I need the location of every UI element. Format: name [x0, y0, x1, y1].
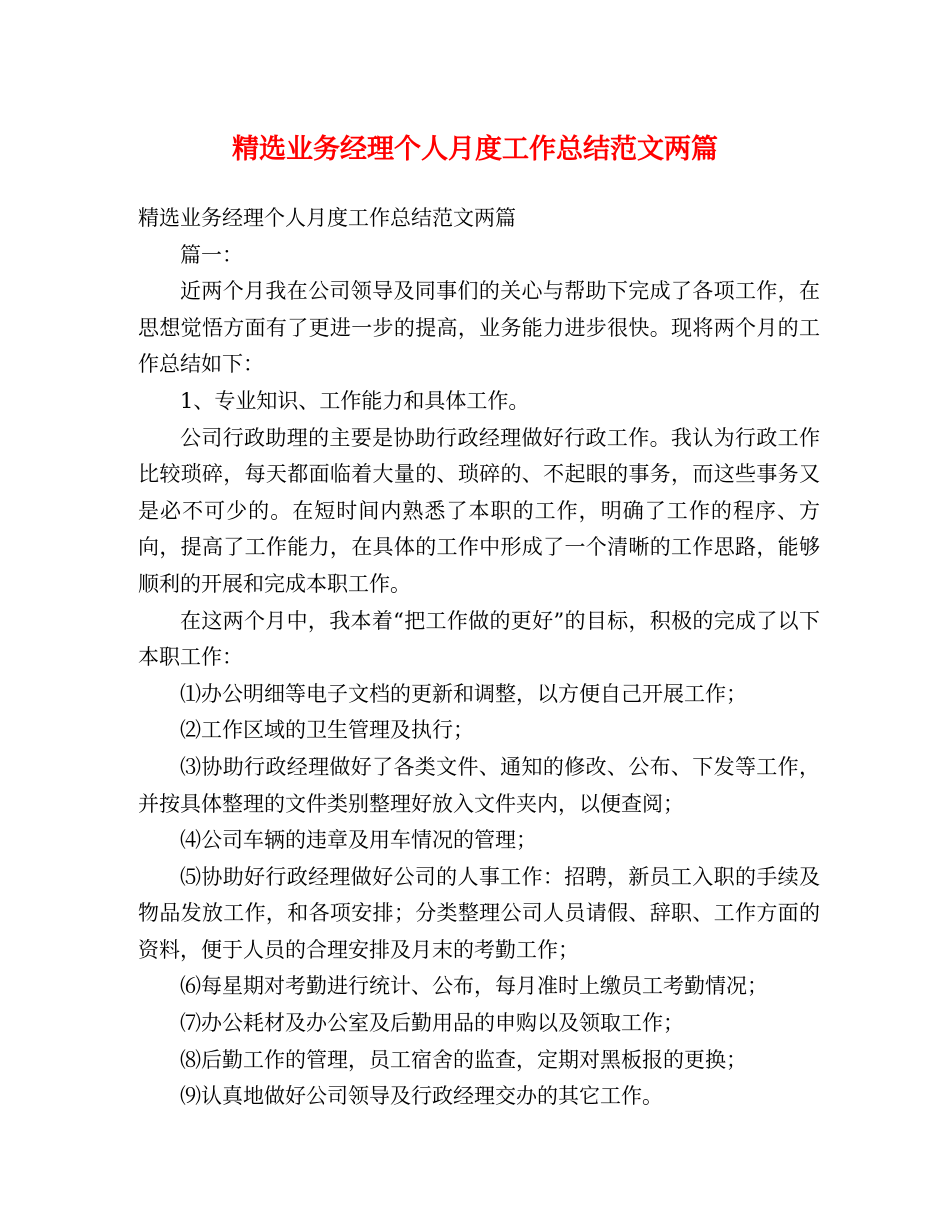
- subtitle-paragraph: 精选业务经理个人月度工作总结范文两篇: [138, 206, 516, 230]
- list-item: ⑺办公耗材及办公室及后勤用品的申购以及领取工作；: [180, 1011, 684, 1036]
- list-item: ⑶协助行政经理做好了各类文件、通知的修改、公布、下发等工作，并按具体整理的文件类别整理好放入文件夹内，以便查阅；: [138, 754, 820, 816]
- list-item: ⑹每星期对考勤进行统计、公布，每月准时上缴员工考勤情况；: [180, 974, 768, 999]
- list-item: ⑷公司车辆的违章及用车情况的管理；: [180, 828, 537, 853]
- body-paragraph: 在这两个月中，我本着“把工作做的更好”的目标，积极的完成了以下本职工作：: [138, 608, 820, 670]
- list-item: ⑻后勤工作的管理，员工宿舍的监查，定期对黑板报的更换；: [180, 1047, 747, 1072]
- intro-paragraph: 近两个月我在公司领导及同事们的关心与帮助下完成了各项工作，在思想觉悟方面有了更进一步的提高，业务能力进步很快。现将两个月的工作总结如下：: [138, 279, 820, 377]
- document-title: 精选业务经理个人月度工作总结范文两篇: [232, 134, 718, 165]
- list-item: ⑴办公明细等电子文档的更新和调整，以方便自己开展工作；: [180, 681, 747, 706]
- list-item: ⑼认真地做好公司领导及行政经理交办的其它工作。: [180, 1084, 663, 1109]
- document-body: [138, 200, 820, 1115]
- list-item: ⑸协助好行政经理做好公司的人事工作：招聘，新员工入职的手续及物品发放工作，和各项安排；分类整理公司人员请假、辞职、工作方面的资料，便于人员的合理安排及月末的考勤工作；: [138, 864, 820, 962]
- list-item: ⑵工作区域的卫生管理及执行；: [180, 718, 474, 743]
- section-point-heading: 1、专业知识、工作能力和具体工作。: [180, 388, 530, 413]
- section-heading: 篇一：: [180, 242, 243, 267]
- body-paragraph: 公司行政助理的主要是协助行政经理做好行政工作。我认为行政工作比较琐碎，每天都面临着大量的、琐碎的、不起眼的事务，而这些事务又是必不可少的。在短时间内熟悉了本职的工作，明确了工作的程序、方向，提高了工作能力，在具体的工作中形成了一个清晰的工作思路，能够顺利的开展和完成本职工作。: [138, 425, 820, 596]
